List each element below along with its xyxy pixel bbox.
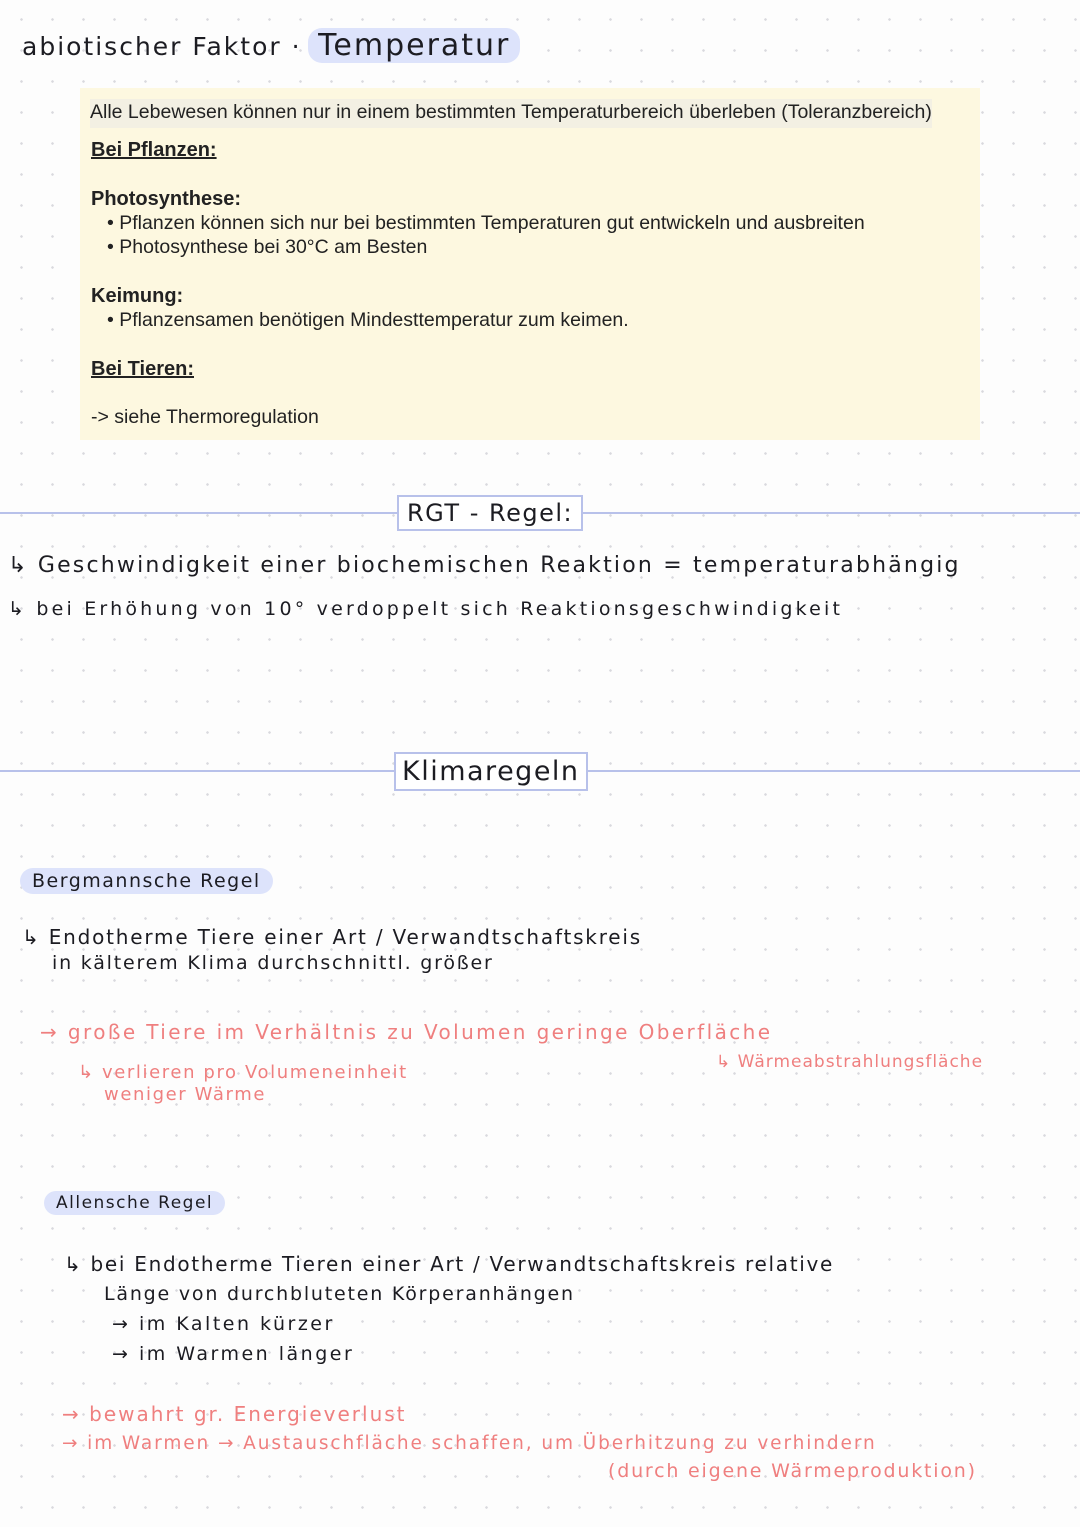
bergmann-note: ↳ Wärmeabstrahlungsfläche [716,1052,984,1072]
photosynthesis-item: • Pflanzen können sich nur bei bestimmten Temperaturen gut entwickeln und ausbreiten [107,212,865,234]
germination-item-text: Pflanzensamen benötigen Mindesttemperatur zum keimen. [119,309,629,331]
bergmann-line: ↳ Endotherme Tiere einer Art / Verwandtschaftskreis [22,925,642,949]
allen-note: → bewahrt gr. Energieverlust [62,1402,407,1426]
allen-line: → im Warmen länger [112,1343,355,1365]
bergmann-note: → große Tiere im Verhältnis zu Volumen geringe Oberfläche [40,1020,773,1044]
photosynthesis-item-text: Photosynthese bei 30°C am Besten [119,236,428,258]
animals-heading: Bei Tieren: [91,358,194,380]
germination-heading: Keimung: [91,285,184,307]
allen-line: ↳ bei Endotherme Tieren einer Art / Verwandtschaftskreis relative [64,1252,835,1276]
photosynthesis-item: • Photosynthese bei 30°C am Besten [107,236,428,258]
animals-note: -> siehe Thermoregulation [91,406,319,428]
page-title [22,28,520,63]
title-label: abiotischer Faktor · [22,32,302,61]
rgt-heading: RGT - Regel: [397,495,583,531]
bergmann-note: ↳ verlieren pro Volumeneinheit [78,1062,408,1083]
photosynthesis-heading: Photosynthese: [91,188,242,210]
bergmann-heading [20,870,273,892]
allen-note: (durch eigene Wärmeproduktion) [608,1460,977,1482]
photosynthesis-item-text: Pflanzen können sich nur bei bestimmten Temperaturen gut entwickeln und ausbreiten [119,212,865,234]
allen-line: → im Kalten kürzer [112,1313,335,1335]
bergmann-heading-text: Bergmannsche Regel [20,868,273,894]
climate-heading: Klimaregeln [394,752,588,791]
allen-note: → im Warmen → Austauschfläche schaffen, um Überhitzung zu verhindern [62,1433,877,1454]
allen-heading [44,1193,225,1213]
plants-heading: Bei Pflanzen: [91,139,217,161]
title-topic: Temperatur [308,28,520,63]
bergmann-note: weniger Wärme [104,1084,266,1105]
allen-line: Länge von durchbluteten Körperanhängen [104,1283,575,1305]
bergmann-line: in kälterem Klima durchschnittl. größer [52,952,494,974]
germination-item: • Pflanzensamen benötigen Mindesttemperatur zum keimen. [107,309,629,331]
rgt-line: ↳ Geschwindigkeit einer biochemischen Reaktion = temperaturabhängig [8,553,961,578]
info-intro: Alle Lebewesen können nur in einem bestimmten Temperaturbereich überleben (Toleranzbereich) [90,99,932,128]
rgt-line: ↳ bei Erhöhung von 10° verdoppelt sich Reaktionsgeschwindigkeit [8,598,844,620]
allen-heading-text: Allensche Regel [44,1191,225,1215]
